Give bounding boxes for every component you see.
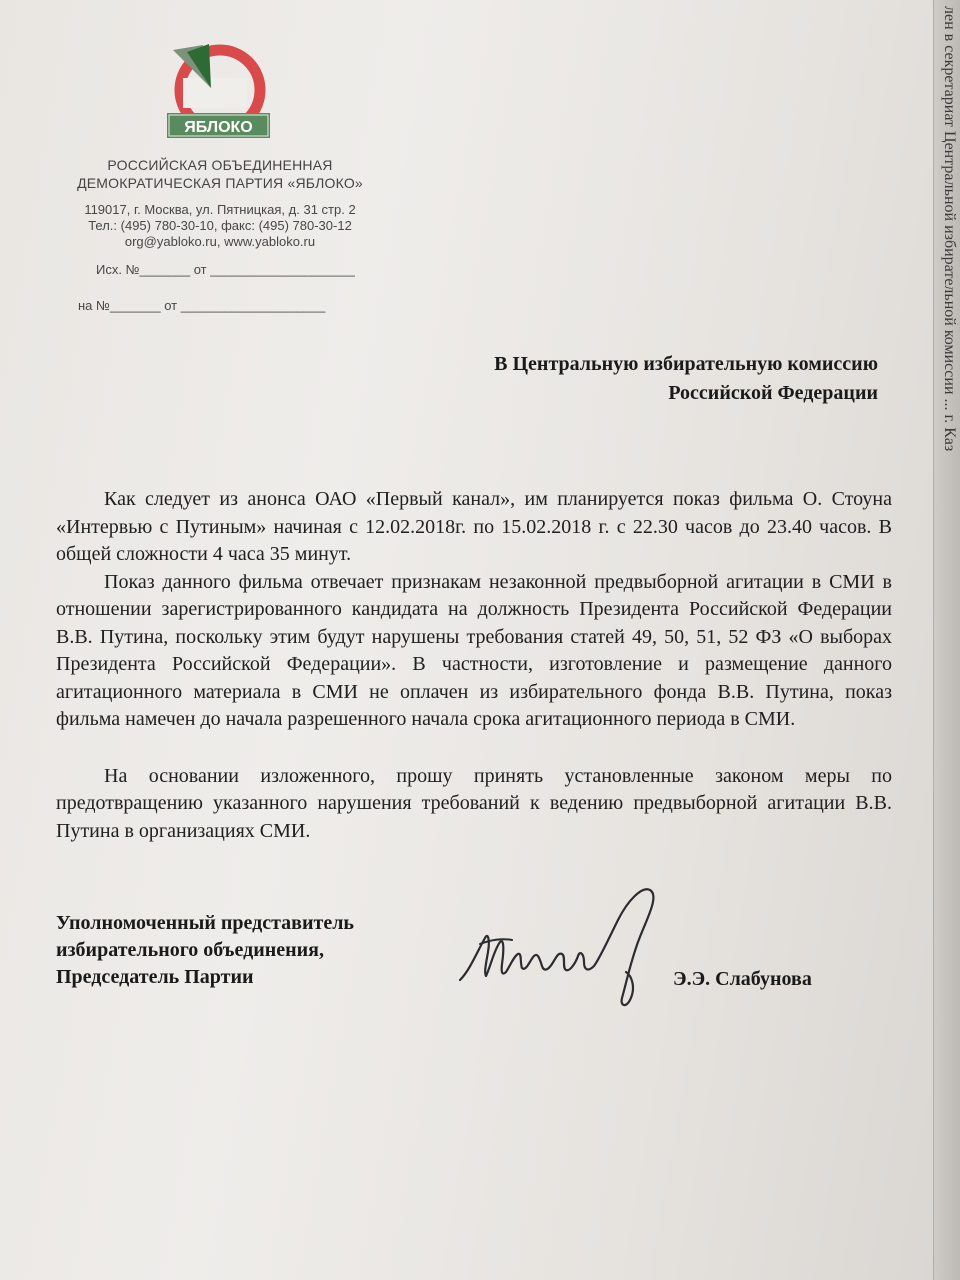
- org-name-line2: ДЕМОКРАТИЧЕСКАЯ ПАРТИЯ «ЯБЛОКО»: [77, 175, 363, 191]
- org-address: 119017, г. Москва, ул. Пятницкая, д. 31 стр. 2: [84, 202, 356, 217]
- contacts: [60, 202, 380, 250]
- logo-text: ЯБЛОКО: [184, 119, 253, 136]
- yabloko-logo: [165, 40, 275, 150]
- edge-text: лен в секретариат Центральной избирательной комиссии ... г. Каз: [941, 6, 958, 452]
- adjacent-page-edge: [933, 0, 960, 1280]
- signatory-line1: Уполномоченный представитель: [56, 912, 354, 934]
- addressee-line2: Российской Федерации: [668, 382, 878, 404]
- signatory-title: [56, 910, 436, 991]
- handwritten-signature: [450, 880, 700, 1020]
- org-web: org@yabloko.ru, www.yabloko.ru: [124, 234, 316, 249]
- paragraph-1: Как следует из анонса ОАО «Первый канал», им планируется показ фильма О. Стоуна «Интервью с Путиным» начиная с 12.02.2018г. по 15.02.2018 г. с 22.30 часов до 23.40 часов. В общей сложности 4 часа 35 минут.: [56, 488, 892, 565]
- letterhead: [60, 156, 380, 250]
- outgoing-ref: Исх. №_______ от ____________________: [96, 262, 355, 277]
- signatory-line2: избирательного объединения,: [56, 939, 324, 961]
- addressee-line1: В Центральную избирательную комиссию: [494, 353, 878, 375]
- org-name-line1: РОССИЙСКАЯ ОБЪЕДИНЕННАЯ: [107, 157, 333, 173]
- signatory-name: Э.Э. Слабунова: [673, 968, 812, 990]
- addressee: [358, 350, 878, 408]
- signatory-line3: Председатель Партии: [56, 966, 254, 988]
- org-phone: Тел.: (495) 780-30-10, факс: (495) 780-30-12: [88, 218, 352, 233]
- paragraph-3: На основании изложенного, прошу принять установленные законом меры по предотвращению указанного нарушения требований к ведению предвыборной агитации В.В. Путина в организациях СМИ.: [56, 764, 892, 842]
- paragraph-2: Показ данного фильма отвечает признакам незаконной предвыборной агитации в СМИ в отношении зарегистрированного кандидата на должность Президента Российской Федерации В.В. Путина, поскольку этим будут нарушены требования статей 49, 50, 51, 52 ФЗ «О выборах Президента Российской Федерации». В частности, изготовление и размещение данного агитационного материала в СМИ не оплачен из избирательного фонда В.В. Путина, показ фильма намечен до начала разрешенного начала срока агитационного периода в СМИ.: [56, 570, 892, 730]
- letter-body: [56, 486, 892, 845]
- incoming-ref: на №_______ от ____________________: [78, 298, 326, 313]
